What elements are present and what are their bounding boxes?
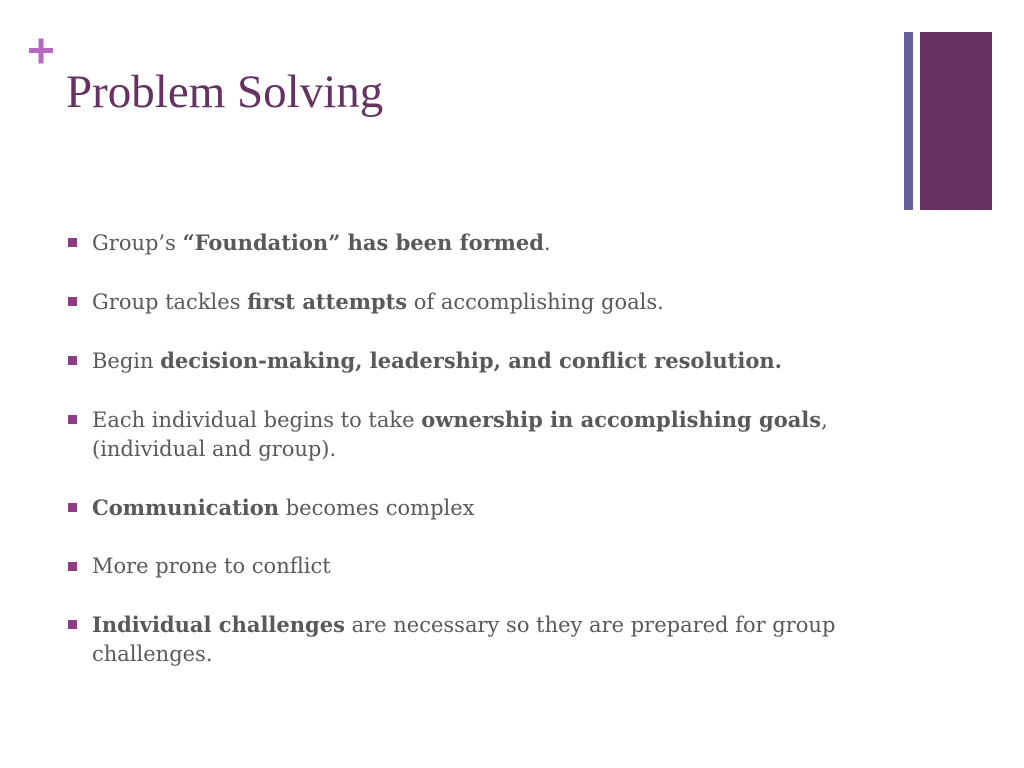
plus-icon-glyph xyxy=(27,37,55,65)
bullet-item xyxy=(66,228,876,258)
bullet-text-plain: , (individual and group). xyxy=(92,408,828,461)
square-bullet-icon xyxy=(68,297,77,306)
bullet-item xyxy=(66,346,876,376)
square-bullet-icon xyxy=(68,503,77,512)
square-bullet-icon xyxy=(68,415,77,424)
bullet-text-plain: . xyxy=(543,231,551,255)
square-bullet-icon xyxy=(68,356,77,365)
bullet-text-plain: becomes complex xyxy=(279,496,475,520)
bullet-text-bold: ownership in accomplishing goals xyxy=(421,407,822,432)
bullet-item xyxy=(66,493,876,523)
bullet-item xyxy=(66,610,876,669)
bullet-text-plain: More prone to conflict xyxy=(92,554,331,578)
bullet-text-bold: first attempts xyxy=(247,289,408,314)
bullet-text-bold: Communication xyxy=(92,495,280,520)
bullet-item xyxy=(66,405,876,464)
decorative-bar-thick xyxy=(920,32,992,210)
bullet-text-bold: “Foundation” has been formed xyxy=(182,230,544,255)
bullet-list xyxy=(66,228,876,669)
bullet-text-plain: Each individual begins to take xyxy=(92,408,422,432)
bullet-item xyxy=(66,287,876,317)
bullet-text-plain: Begin xyxy=(92,349,161,373)
slide-title: Problem Solving xyxy=(66,66,384,118)
bullet-text-plain: Group tackles xyxy=(92,290,248,314)
bullet-text-bold: decision-making, leadership, and conflict resolution. xyxy=(160,348,782,373)
bullet-text-plain: are necessary so they are prepared for group challenges. xyxy=(92,613,836,666)
bullet-text-plain: of accomplishing goals. xyxy=(407,290,664,314)
square-bullet-icon xyxy=(68,238,77,247)
bullet-text-plain: Group’s xyxy=(92,231,183,255)
decorative-bar-thin xyxy=(904,32,913,210)
bullet-item xyxy=(66,552,876,581)
bullet-text-bold: Individual challenges xyxy=(92,612,345,637)
square-bullet-icon xyxy=(68,562,77,571)
plus-icon xyxy=(26,36,56,66)
square-bullet-icon xyxy=(68,620,77,629)
